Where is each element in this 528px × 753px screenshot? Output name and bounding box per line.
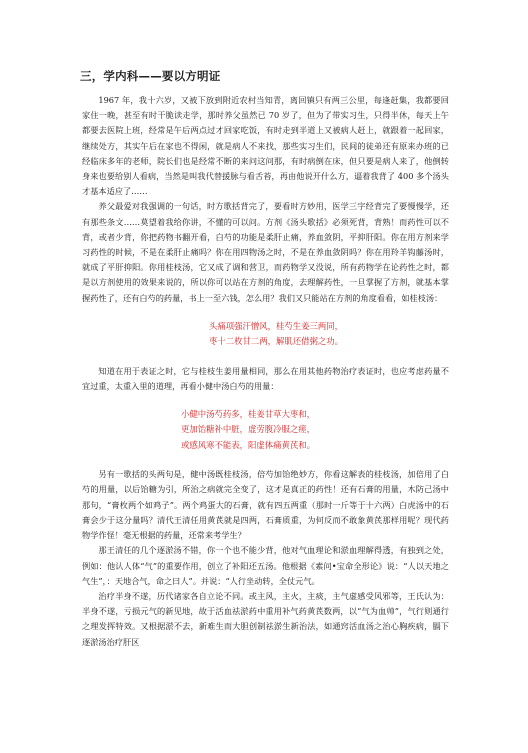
- paragraph-hemiplegia: 治疗半身不遂，历代诸家各自立论不同。或主风，主火，主痰，主气虚感受风邪等，王氏认为：半身不遂，亏损元气的新见地，故于活血祛淤药中重用补气药黄芪数两，以“气为血帅”，气行则通行之理发挥特效。又根据淤不去，新难生而大胆创制祛淤生新治法，如通窍活血汤之治心胸疾病，膈下逐淤汤治疗肝区: [82, 590, 449, 647]
- section-title: 三，学内科——要以方明证: [80, 69, 221, 83]
- verse-line: 头痛项强汗憎风，桂芍生姜三两同，: [209, 320, 343, 331]
- guizhi-decoction-verse: [209, 319, 449, 350]
- paragraph-wang-qingren: 那王清任的几个逐淤汤不错，你一个也不能少背，他对气血理论和淤血理解得透，有独到之处，例如：他认人体“气”的重要作用，创立了补阳还五汤。他根据《素问•宝命全形论》说：“人以天地之气生”，：天地合气，命之曰人”。并说：“人行坐动转，全仗元气。: [82, 545, 449, 586]
- verse-line: 更加饴糖补中脏，虚劳腹冷服之瘥，: [181, 424, 315, 435]
- paragraph-1967: 1967 年，我十六岁，又被下放到附近农村当知青，离回镇只有两三公里，每逢赶集，我都要回家住一晚，甚至有时干脆读走学，那时养父虽然已 70 岁了，但为了带实习生，只得半休，每天上午都要去医院上班，经常是午后两点过才回家吃饭，有时走到半道上又被病人赶上，就跟着一起回家，继续处方，其实午后在家也不得闲，就是病人不来找，那些实习生们，民间的徒弟还有原来办班的已经临床多年的老师，院长们也是经常不断的来问这问那，有时病倒在床，但只要是病人来了，他倒转身来也要给别人看病，当然是叫我代替援脉与看舌苔，再由他说开什么方，逼着我背了 400 多个汤头才基本适应了……: [82, 95, 449, 197]
- document-page: [82, 68, 449, 650]
- verse-line: 小健中汤芍药多，桂姜甘草大枣和，: [181, 409, 315, 420]
- paragraph-dosage: 知道在用于表证之时，它与桂枝生姜用量相同，那么在用其他药物治疗表证时，也应考虑药量不宜过重，太重入里的道理，再看小健中汤白芍的用量：: [82, 365, 449, 391]
- verse-line: 或感风寒不能表，阳虚体痛黄芪和。: [181, 439, 315, 450]
- jianzhong-decoction-verse: [181, 407, 449, 453]
- paragraph-foster-father: 养父最爱对我强调的一句话，时方歌括背完了，要看时方妙用，医学三字经背完了要慢慢学，还有那些条文……莫望着我给你讲，不懂的可以问。方剂《汤头歌括》必须死背，背熟！而药性可以不背，或者少背，你把药物书翻开看，白芍的功能是柔肝止痛，养血敛阴，平抑肝阳。你在用方剂来学习药性的时候，不是在柔肝止痛吗？你在用四物汤之时，不是在养血敛阴吗？你在用羚羊钩藤汤时，就成了平肝抑阳。你用桂枝汤，它又成了调和营卫，而药物学又没说，所有药物学在论药性之时，都是以方剂使用的效果来说的，所以你可以站在方剂的角度，去理解药性，一旦掌握了方剂，就基本掌握药性了，还有白芍的药量，书上一至六钱，怎么用？我们又只能站在方剂的角度看看，如桂枝汤：: [82, 201, 449, 303]
- verse-line: 枣十二枚甘二两，解肌还借粥之功。: [209, 336, 343, 347]
- paragraph-gypsum: 另有一歌括的头两句是，健中汤既桂枝汤，倍芍加饴绝妙方，你看这解表的桂枝汤，加倍用了白芍的用量，以后饴糖为引，所治之病就完全变了，这才是真正的药性！还有石膏的用量，木防己汤中那句，“膏枚两个如鸡子”。两个鸡蛋大的石膏，就有四五两重（那时一斤等于十六两）白虎汤中的石膏会少于这分量吗？清代王清任用黄芪就是四两，石膏质重，为何反而不敢象黄芪那样用呢？现代药物学作怪！毫无根据的药量，还常来考学生？: [82, 469, 449, 541]
